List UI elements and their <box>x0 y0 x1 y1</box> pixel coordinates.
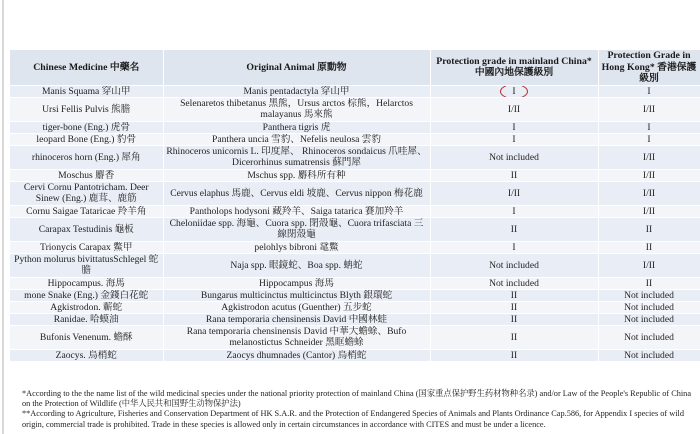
cell-hk-grade: I <box>598 121 700 133</box>
table-row <box>10 241 700 253</box>
cell-medicine: rhinoceros horn (Eng.) 犀角 <box>10 145 163 169</box>
cell-medicine: Ursi Fellis Pulvis 熊膽 <box>10 97 163 121</box>
cell-animal: Cheloniidae spp. 海龜、Cuora spp. 閉殼龜、Cuora trifasciata 三線閉殼龜 <box>163 217 430 241</box>
table-row <box>10 253 700 277</box>
protected-species-table <box>10 50 700 362</box>
table-row <box>10 121 700 133</box>
cell-medicine: Zaocys. 烏梢蛇 <box>10 349 163 361</box>
cell-animal: Panthera tigris 虎 <box>163 121 430 133</box>
header-hk-grade: Protection Grade in Hong Kong* 香港保護級別 <box>598 50 700 85</box>
cell-mainland-grade: II <box>430 169 598 181</box>
cell-hk-grade: I/II <box>598 253 700 277</box>
cell-mainland-grade: I/II <box>430 181 598 205</box>
cell-mainland-grade: I/II <box>430 97 598 121</box>
table-row <box>10 97 700 121</box>
cell-mainland-grade: Not included <box>430 145 598 169</box>
cell-animal: Pantholops hodysoni 藏羚羊、Saiga tatarica 賽加羚羊 <box>163 205 430 217</box>
cell-hk-grade: I/II <box>598 181 700 205</box>
cell-animal: Rana temporaria chensinensis David 中華大蟾蜍、Bufo melanostictus Schneider 黑眶蟾蜍 <box>163 325 430 349</box>
footnotes <box>22 389 697 430</box>
cell-animal: Manis pentadactyla 穿山甲 <box>163 85 430 97</box>
footnote-mainland: *According to the the name list of the wild medicinal species under the national priority protection of mainland China (国家重点保护野生药材物种名录) and/or Law of the People's Republic of China on the Protection of Wildlife (中华人民共和国野生动物保护法) <box>22 389 692 409</box>
cell-mainland-grade: II <box>430 313 598 325</box>
cell-mainland-grade: I <box>430 241 598 253</box>
cell-hk-grade: I <box>598 133 700 145</box>
table-row <box>10 181 700 205</box>
cell-mainland-grade: I <box>430 133 598 145</box>
cell-animal: Cervus elaphus 馬鹿、Cervus eldi 坡鹿、Cervus nippon 梅花鹿 <box>163 181 430 205</box>
footnote-hong-kong: **According to Agriculture, Fisheries and Conservation Department of HK S.A.R. and the Protection of Endangered Species of Animals and Plants Ordinance Cap.586, for Appendix I species of wild origin, commercial trade is prohibited. Trade in these species is allowed only in certain circumstances in accordance with CITES and must be under a licence. <box>22 409 684 429</box>
cell-hk-grade: Not included <box>598 325 700 349</box>
cell-medicine: Cervi Cornu Pantotricham. Deer Sinew (Eng.) 鹿茸、鹿筋 <box>10 181 163 205</box>
cell-animal: Agkistrodon acutus (Guenther) 五步蛇 <box>163 301 430 313</box>
left-border-rule <box>2 0 4 434</box>
table-row <box>10 349 700 361</box>
cell-mainland-grade: Not included <box>430 277 598 289</box>
table-row <box>10 169 700 181</box>
cell-medicine: Trionycis Carapax 鱉甲 <box>10 241 163 253</box>
table-row <box>10 217 700 241</box>
cell-animal: Panthera uncia 雪豹、Nefelis neulosa 雲豹 <box>163 133 430 145</box>
cell-medicine: Moschus 麝香 <box>10 169 163 181</box>
cell-hk-grade: Not included <box>598 349 700 361</box>
cell-mainland-grade <box>430 85 598 97</box>
cell-mainland-grade: II <box>430 349 598 361</box>
cell-medicine: Carapax Testudinis 龜板 <box>10 217 163 241</box>
cell-medicine: Cornu Saigae Tataricae 羚羊角 <box>10 205 163 217</box>
cell-hk-grade: II <box>598 241 700 253</box>
cell-medicine: Bufonis Venenum. 蟾酥 <box>10 325 163 349</box>
cell-medicine: leopard Bone (Eng.) 豹骨 <box>10 133 163 145</box>
table-row <box>10 145 700 169</box>
cell-medicine: Manis Squama 穿山甲 <box>10 85 163 97</box>
cell-animal: Rana temporaria chensinensis David 中國林蛙 <box>163 313 430 325</box>
circled-grade-highlight: I <box>502 86 525 97</box>
cell-hk-grade: Not included <box>598 313 700 325</box>
cell-hk-grade: I <box>598 85 700 97</box>
table-row <box>10 277 700 289</box>
cell-mainland-grade: II <box>430 289 598 301</box>
table-header-row <box>10 50 700 85</box>
table-row <box>10 301 700 313</box>
cell-mainland-grade: I <box>430 205 598 217</box>
cell-animal: Mschus spp. 麝科所有种 <box>163 169 430 181</box>
cell-animal: pelohlys bibroni 鼋鱉 <box>163 241 430 253</box>
table-row <box>10 325 700 349</box>
table-row <box>10 289 700 301</box>
cell-medicine: Hippocampus. 海馬 <box>10 277 163 289</box>
cell-medicine: Agkistrodon. 蘄蛇 <box>10 301 163 313</box>
table-row <box>10 205 700 217</box>
cell-hk-grade: I/II <box>598 205 700 217</box>
header-original-animal: Original Animal 原動物 <box>163 50 430 85</box>
cell-animal: Rhinoceros unicornis L. 印度犀、 Rhinoceros sondaicus 爪哇犀、Dicerorhinus sumatrensis 蘇門犀 <box>163 145 430 169</box>
cell-medicine: tiger-bone (Eng.) 虎骨 <box>10 121 163 133</box>
cell-animal: Bungarus multicinctus multicinctus Blyth 銀環蛇 <box>163 289 430 301</box>
cell-hk-grade: Not included <box>598 301 700 313</box>
table-row <box>10 85 700 97</box>
header-mainland-grade: Protection grade in mainland China* 中國內地保護級別 <box>430 50 598 85</box>
cell-hk-grade: I/II <box>598 97 700 121</box>
cell-mainland-grade: Not included <box>430 253 598 277</box>
cell-animal: Selenaretos thibetanus 黑熊，Ursus arctos 棕熊，Helarctos malayanus 馬來熊 <box>163 97 430 121</box>
header-chinese-medicine: Chinese Medicine 中藥名 <box>10 50 163 85</box>
cell-medicine: Ranidae. 哈蟆油 <box>10 313 163 325</box>
cell-medicine: mone Snake (Eng.) 金錢白花蛇 <box>10 289 163 301</box>
cell-animal: Zaocys dhumnades (Cantor) 烏梢蛇 <box>163 349 430 361</box>
cell-animal: Naja spp. 眼鏡蛇、Boa spp. 蚺蛇 <box>163 253 430 277</box>
cell-hk-grade: II <box>598 217 700 241</box>
cell-hk-grade: I/II <box>598 145 700 169</box>
cell-hk-grade: I/II <box>598 169 700 181</box>
cell-hk-grade: Not included <box>598 289 700 301</box>
cell-mainland-grade: II <box>430 301 598 313</box>
cell-mainland-grade: II <box>430 325 598 349</box>
cell-animal: Hippocampus 海馬 <box>163 277 430 289</box>
cell-mainland-grade: I <box>430 121 598 133</box>
cell-mainland-grade: II <box>430 217 598 241</box>
table-row <box>10 133 700 145</box>
table-row <box>10 313 700 325</box>
cell-hk-grade: II <box>598 277 700 289</box>
cell-medicine: Python molurus bivittatusSchlegel 蛇膽 <box>10 253 163 277</box>
